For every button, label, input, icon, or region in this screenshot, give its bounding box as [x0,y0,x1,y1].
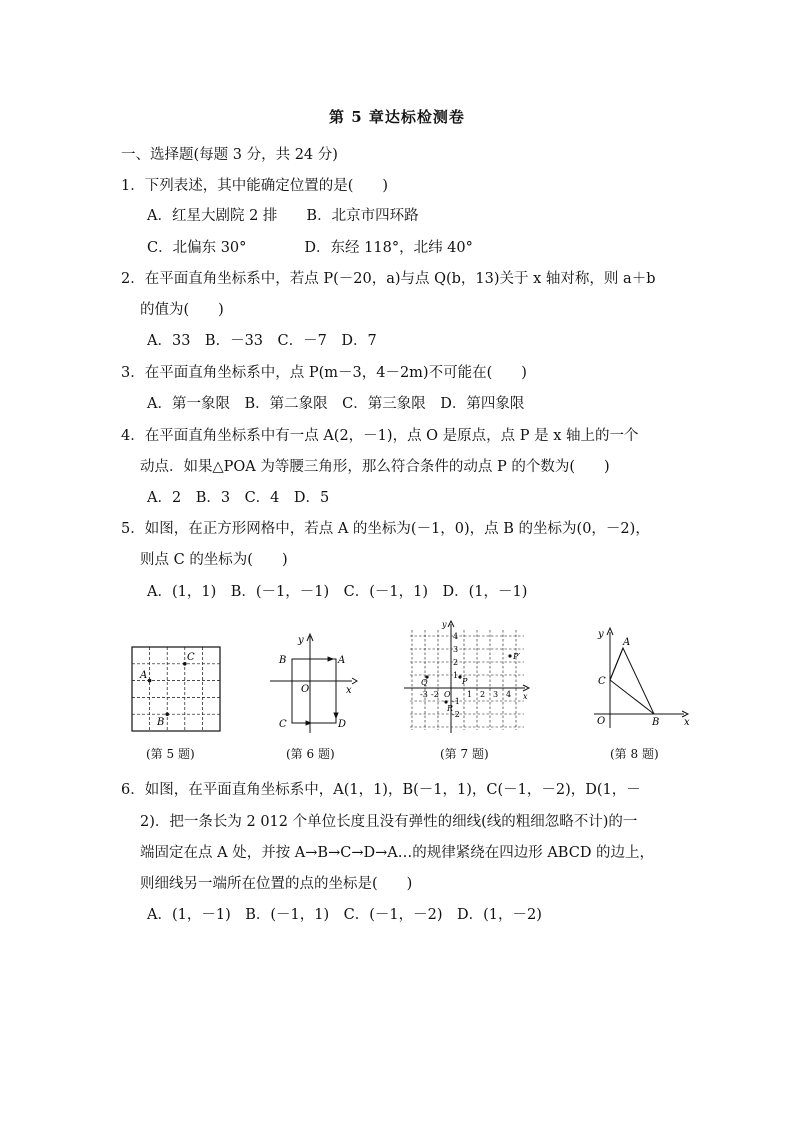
question-2-stem-cont: 的值为( ) [140,302,224,318]
question-4-options: A．2 B．3 C．4 D．5 [147,490,330,506]
question-1-stem: 1．下列表述，其中能确定位置的是( ) [121,178,389,194]
fig6-label-o: O [301,684,310,695]
page-title: 第 5 章达标检测卷 [329,108,465,126]
question-5-stem-cont: 则点 C 的坐标为( ) [140,552,288,568]
fig7-label-y: y [442,620,447,629]
question-4-stem: 4．在平面直角坐标系中有一点 A(2，－1)，点 O 是原点，点 P 是 x 轴上的一个 [121,428,639,444]
fig7-tick-x2: 2 [480,690,486,699]
figure-8-axes [588,624,698,730]
fig7-label-p-prime: P′ [513,652,521,661]
fig8-label-x: x [684,717,690,728]
section-heading: 一、选择题(每题 3 分，共 24 分) [121,147,338,163]
fig7-tick-y3: 3 [453,645,459,654]
fig7-label-x: x [523,692,528,701]
fig6-label-a: A [338,655,346,666]
fig7-label-q: Q [421,678,428,687]
fig7-label-r: R [447,704,454,713]
fig7-tick-x4: 4 [506,690,512,699]
figure-5-grid [128,643,224,735]
fig8-label-c: C [598,676,606,687]
fig7-tick-y2: 2 [453,658,459,667]
question-3-stem: 3．在平面直角坐标系中，点 P(m－3，4－2m)不可能在( ) [121,365,527,381]
question-2-options: A．33 B．－33 C．－7 D．7 [147,333,377,349]
question-2-stem: 2．在平面直角坐标系中，若点 P(－20，a)与点 Q(b，13)关于 x 轴对称，则 a＋b [121,271,656,287]
fig5-label-a: A [140,670,148,681]
fig7-tick-ym2: -2 [452,710,460,719]
fig8-label-b: B [652,717,660,728]
fig7-label-o: O [444,690,451,699]
caption-figure-8: (第 8 题) [610,747,659,761]
fig5-label-c: C [187,652,195,663]
question-6-stem-line2: 2)．把一条长为 2 012 个单位长度且没有弹性的细线(线的粗细忽略不计)的一 [140,814,638,830]
figure-7-grid [402,618,532,736]
question-6-options: A．(1，－1) B．(－1，1) C．(－1，－2) D．(1，－2) [147,907,542,923]
question-3-options: A．第一象限 B．第二象限 C．第三象限 D．第四象限 [147,396,525,412]
question-6-stem-line4: 则细线另一端所在位置的点的坐标是( ) [140,876,413,892]
fig7-tick-y4: 4 [453,632,459,641]
fig7-tick-x1: 1 [467,690,473,699]
caption-figure-5: (第 5 题) [146,747,195,761]
fig5-label-b: B [157,717,165,728]
figure-6-axes [268,630,358,735]
question-1-options-row1: A．红星大剧院 2 排 B．北京市四环路 [147,208,419,224]
fig6-label-d: D [338,719,347,730]
fig8-label-a: A [623,637,631,648]
fig7-tick-xm2: -2 [431,690,439,699]
fig8-label-y: y [598,629,604,640]
fig7-tick-y1: 1 [453,671,459,680]
caption-figure-7: (第 7 题) [440,747,489,761]
fig8-label-o: O [597,716,606,727]
question-6-stem-line3: 端固定在点 A 处，并按 A→B→C→D→A…的规律紧绕在四边形 ABCD 的边上， [140,845,655,861]
fig7-tick-x3: 3 [493,690,499,699]
question-1-options-row2: C．北偏东 30° D．东经 118°，北纬 40° [147,240,473,256]
fig7-tick-ym1: -1 [452,697,460,706]
question-4-stem-cont: 动点．如果△POA 为等腰三角形，那么符合条件的动点 P 的个数为( ) [140,459,610,475]
fig6-label-b: B [279,655,287,666]
fig7-label-p: P [462,677,468,686]
question-5-stem: 5．如图，在正方形网格中，若点 A 的坐标为(－1，0)，点 B 的坐标为(0，－2)， [121,521,650,537]
fig7-tick-xm3: -3 [420,690,428,699]
caption-figure-6: (第 6 题) [286,747,335,761]
fig6-label-x: x [346,685,352,696]
fig6-label-y: y [298,635,304,646]
fig6-label-c: C [279,719,287,730]
question-6-stem: 6．如图，在平面直角坐标系中，A(1，1)，B(－1，1)，C(－1，－2)，D(1，－ [121,782,641,798]
question-5-options: A．(1，1) B．(－1，－1) C．(－1，1) D．(1，－1) [147,584,528,600]
